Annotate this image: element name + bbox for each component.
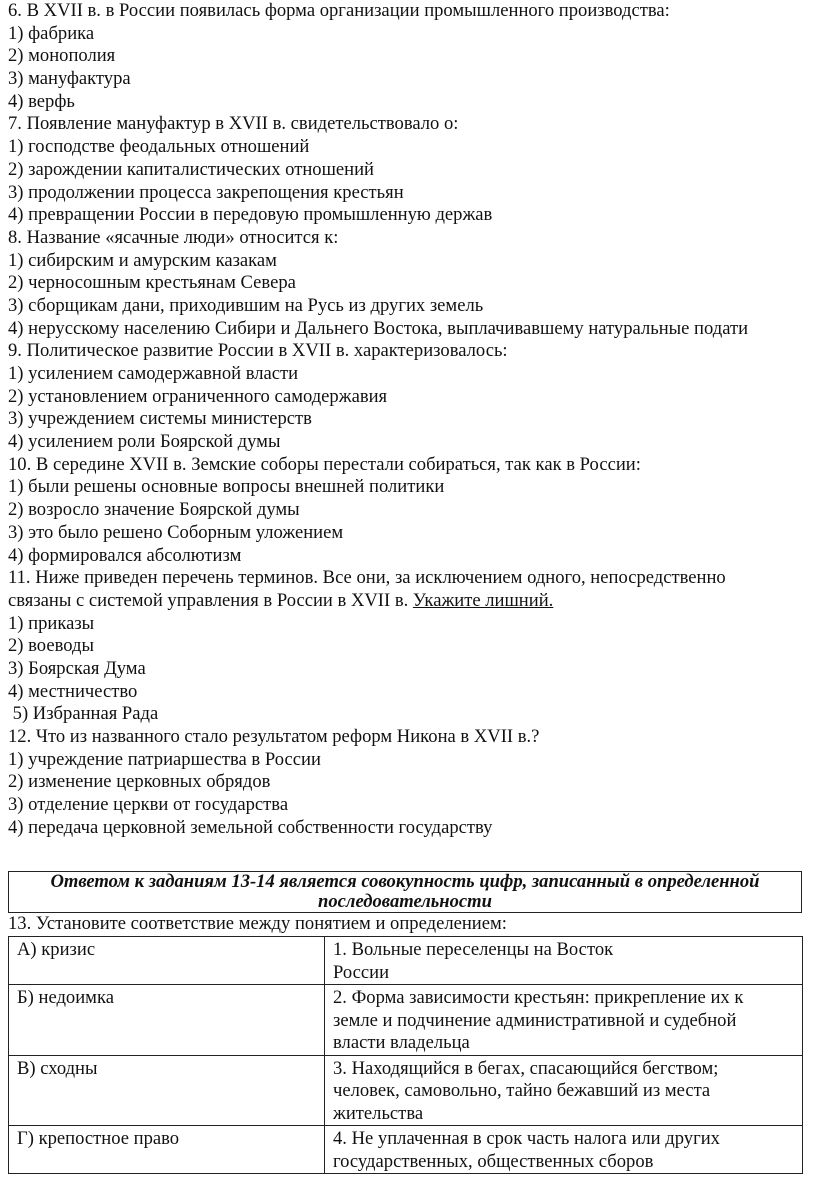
option: 3) продолжении процесса закрепощения крестьян (8, 181, 404, 203)
question-13-title: 13. Установите соответствие между понятием и определением: (8, 913, 507, 934)
table-row (9, 1126, 803, 1174)
definition-line: государственных, общественных сборов (333, 1150, 654, 1172)
option: 4) превращении России в передовую промышленную держав (8, 204, 493, 226)
option: 3) сборщикам дани, приходившим на Русь из других земель (8, 294, 484, 316)
question-8-title: 8. Название «ясачные люди» относится к: (8, 226, 339, 248)
option: 4) усилением роли Боярской думы (8, 431, 281, 453)
definition-cell (325, 937, 803, 985)
option: 3) Боярская Дума (8, 657, 146, 679)
option: 4) нерусскому населению Сибири и Дальнего Востока, выплачивавшему натуральные подати (8, 317, 749, 339)
definition-line: 4. Не уплаченная в срок часть налога или других (333, 1128, 720, 1149)
definition-cell (325, 985, 803, 1056)
option: 1) были решены основные вопросы внешней политики (8, 476, 445, 498)
option: 1) фабрика (8, 22, 95, 44)
question-11-instruction: Укажите лишний. (412, 589, 554, 611)
document-body (8, 0, 812, 839)
instruction-line-1: Ответом к заданиям 13-14 является совокупность цифр, записанный в определенной (50, 871, 760, 892)
option: 2) черносошным крестьянам Севера (8, 272, 296, 294)
question-10-title: 10. В середине XVII в. Земские соборы перестали собираться, так как в России: (8, 453, 641, 475)
definition-line: человек, самовольно, тайно бежавший из места (333, 1080, 711, 1101)
option: 2) монополия (8, 45, 116, 67)
option: 2) установлением ограниченного самодержавия (8, 385, 388, 407)
option: 4) местничество (8, 680, 138, 702)
term-cell: Б) недоимка (9, 985, 325, 1056)
option: 3) учреждением системы министерств (8, 408, 312, 430)
definition-line: земле и подчинение административной и судебной (333, 1009, 737, 1031)
option: 1) господстве феодальных отношений (8, 136, 310, 158)
question-9-title: 9. Политическое развитие России в XVII в. характеризовалось: (8, 340, 508, 362)
question-6-title: 6. В XVII в. в России появилась форма организации промышленного производства: (8, 0, 670, 21)
question-7-title: 7. Появление мануфактур в XVII в. свидетельствовало о: (8, 113, 459, 135)
table-row (9, 985, 803, 1056)
option: 1) учреждение патриаршества в России (8, 748, 321, 770)
option: 4) передача церковной земельной собственности государству (8, 816, 493, 838)
option: 3) отделение церкви от государства (8, 794, 289, 816)
question-11-text: связаны с системой управления в России в XVII в. (8, 589, 413, 611)
option: 4) формировался абсолютизм (8, 544, 242, 566)
table-row (9, 1055, 803, 1126)
term-cell: В) сходны (9, 1055, 325, 1126)
definition-line: 2. Форма зависимости крестьян: прикрепление их к (333, 987, 744, 1008)
option: 2) изменение церковных обрядов (8, 771, 271, 793)
option: 1) усилением самодержавной власти (8, 363, 299, 384)
option: 1) сибирским и амурским казакам (8, 249, 277, 271)
instruction-line-2: последовательности (318, 891, 492, 912)
question-11-title-cont (8, 590, 812, 613)
option: 2) воеводы (8, 635, 94, 657)
option: 5) Избранная Рада (8, 703, 159, 725)
option: 4) верфь (8, 90, 75, 112)
option: 3) мануфактура (8, 68, 131, 90)
term-cell: Г) крепостное право (9, 1126, 325, 1174)
option: 3) это было решено Соборным уложением (8, 521, 344, 543)
definition-cell (325, 1055, 803, 1126)
definition-line: власти владельца (333, 1032, 470, 1053)
definition-line: 3. Находящийся в бегах, спасающийся бегством; (333, 1057, 719, 1079)
definition-line: России (333, 961, 390, 983)
definition-cell (325, 1126, 803, 1174)
option: 1) приказы (8, 612, 95, 634)
instruction-box (8, 871, 802, 913)
option: 2) возросло значение Боярской думы (8, 499, 300, 521)
term-cell: А) кризис (9, 937, 325, 985)
definition-line: жительства (333, 1102, 424, 1124)
matching-table (8, 936, 803, 1174)
table-row (9, 937, 803, 985)
question-12-title: 12. Что из названного стало результатом реформ Никона в XVII в.? (8, 726, 540, 747)
definition-line: 1. Вольные переселенцы на Восток (333, 939, 614, 960)
option: 2) зарождении капиталистических отношений (8, 158, 375, 180)
question-11-title: 11. Ниже приведен перечень терминов. Все они, за исключением одного, непосредственно (8, 567, 726, 589)
